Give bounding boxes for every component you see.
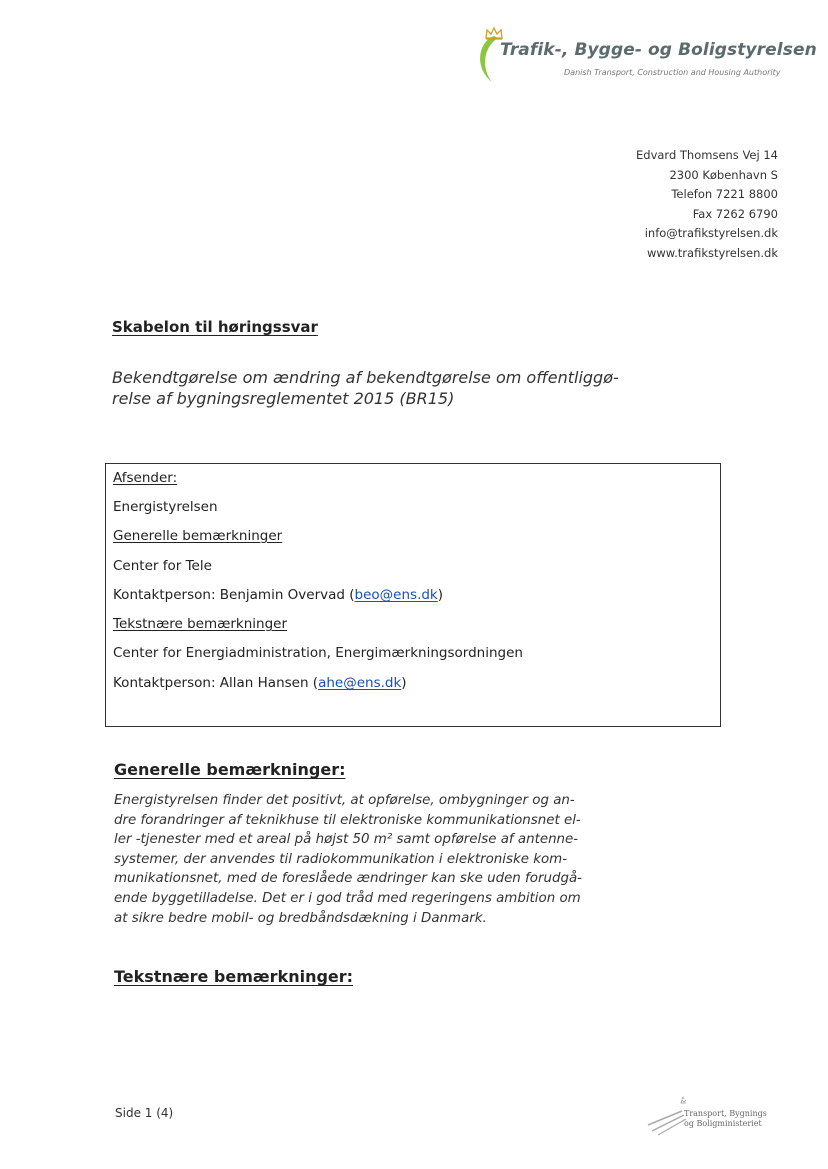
contact-email-link[interactable]: beo@ens.dk — [354, 587, 438, 603]
sender-box — [105, 463, 721, 727]
remark-line: ler -tjenester med et areal på højst 50 m² samt opførelse af antenne- — [114, 832, 579, 848]
remark-line: munikationsnet, med de foreslåede ændringer kan ske uden forudgå- — [114, 871, 582, 887]
text-remarks-heading: Tekstnære bemærkninger: — [114, 967, 354, 986]
general-remarks-text — [114, 791, 614, 928]
page-number: Side 1 (4) — [115, 1106, 174, 1120]
ministry-crown-icon — [646, 1097, 686, 1137]
ministry-line: Transport, Bygnings — [684, 1109, 767, 1118]
crown-icon — [484, 26, 504, 40]
general-remarks-heading: Generelle bemærkninger: — [114, 760, 346, 779]
address-street: Edvard Thomsens Vej 14 — [636, 148, 778, 162]
sender-general-heading: Generelle bemærkninger — [113, 528, 283, 544]
address-email[interactable]: info@trafikstyrelsen.dk — [644, 226, 778, 240]
address-web[interactable]: www.trafikstyrelsen.dk — [646, 245, 778, 260]
document-title: Skabelon til høringssvar — [112, 318, 318, 336]
subtitle-line: Bekendtgørelse om ændring af bekendtgørelse om offentliggø- — [112, 368, 619, 387]
document-subtitle — [112, 367, 672, 409]
sender-general-center: Center for Tele — [113, 558, 212, 574]
remark-line: at sikre bedre mobil- og bredbåndsdækning i Danmark. — [114, 910, 487, 926]
address-block — [636, 146, 778, 263]
remark-line: Energistyrelsen finder det positivt, at opførelse, ombygninger og an- — [114, 793, 575, 808]
ministry-line: og Boligministeriet — [684, 1119, 762, 1128]
contact-suffix: ) — [401, 675, 407, 691]
remark-line: ende byggetilladelse. Det er i god tråd med regeringens ambition om — [114, 890, 581, 906]
logo-agency-name: Trafik-, Bygge- og Boligstyrelsen — [500, 40, 817, 60]
ministry-name — [684, 1109, 767, 1129]
contact-email-link[interactable]: ahe@ens.dk — [318, 675, 402, 691]
sender-organization: Energistyrelsen — [113, 499, 218, 515]
sender-label: Afsender: — [113, 470, 178, 486]
address-phone: Telefon 7221 8800 — [671, 187, 778, 201]
sender-general-contact — [113, 587, 443, 603]
subtitle-line: relse af bygningsreglementet 2015 (BR15) — [112, 389, 455, 408]
sender-text-heading: Tekstnære bemærkninger — [113, 616, 288, 632]
contact-suffix: ) — [437, 587, 444, 603]
remark-line: systemer, der anvendes til radiokommunikation i elektroniske kom- — [114, 851, 568, 867]
address-fax: Fax 7262 6790 — [692, 206, 778, 221]
sender-text-center: Center for Energiadministration, Energimærkningsordningen — [113, 645, 523, 661]
sender-text-contact — [113, 675, 407, 691]
contact-prefix: Kontaktperson: Benjamin Overvad ( — [113, 587, 355, 603]
ministry-logo — [646, 1097, 786, 1137]
remark-line: dre forandringer af teknikhuse til elektroniske kommunikationsnet el- — [114, 812, 581, 828]
agency-logo — [474, 26, 817, 86]
logo-agency-subtitle: Danish Transport, Construction and Housing Authority — [564, 68, 781, 77]
address-city: 2300 København S — [669, 167, 778, 182]
contact-prefix: Kontaktperson: Allan Hansen ( — [113, 675, 319, 691]
